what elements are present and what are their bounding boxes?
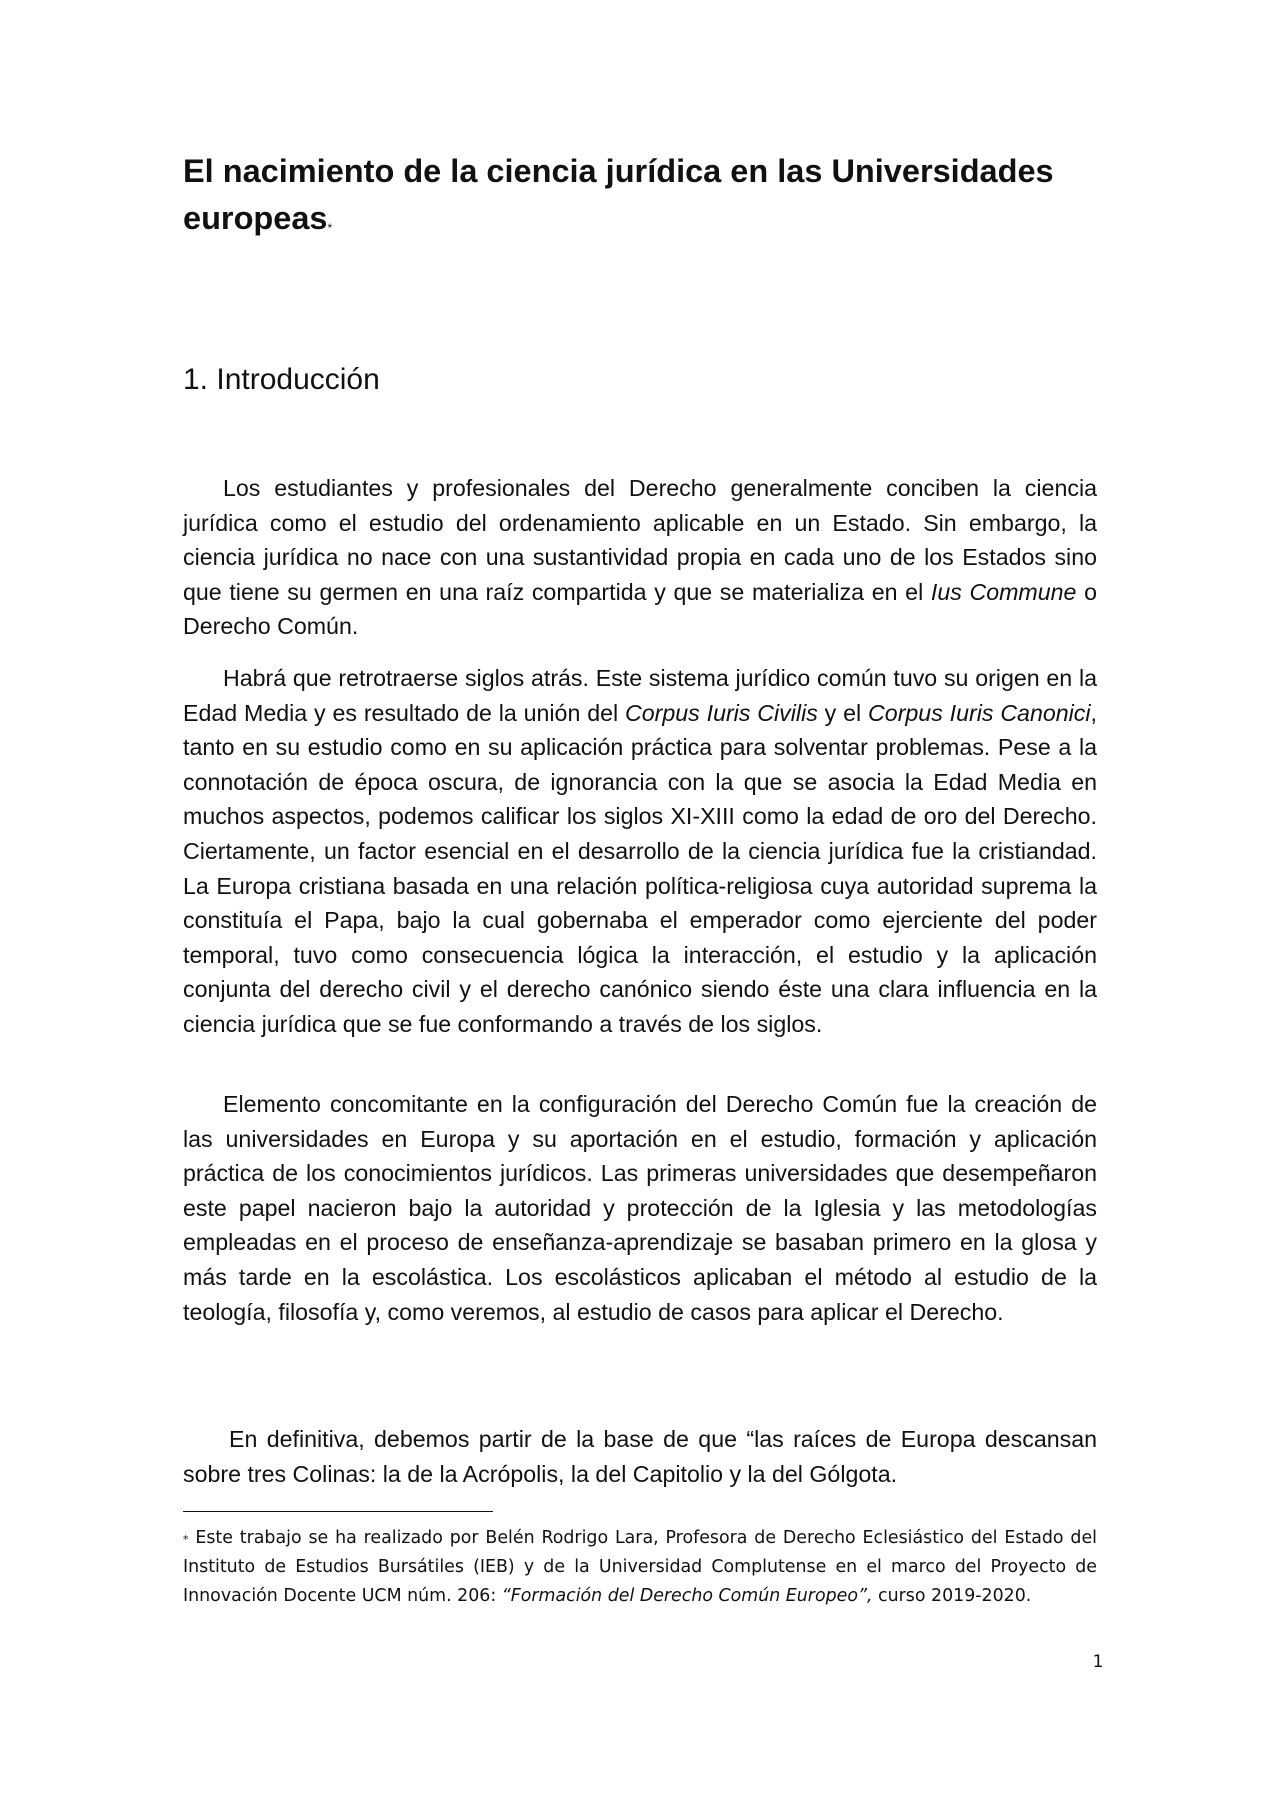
footnote-text-a: Este trabajo se ha realizado por Belén Rodrigo Lara, Profesora de Derecho Eclesiástico del Estado del Instituto de Estudios Bursátiles (IEB) y de la Universidad Complutense en el marco del Proyecto de Innovación Docente UCM núm. 206: [183, 1528, 1097, 1606]
paragraph-1 [183, 471, 1097, 644]
paragraph-2-italic-corpus-canonici: Corpus Iuris Canonici [868, 699, 1091, 726]
footnote-text-b: curso 2019-2020. [872, 1586, 1032, 1606]
footnote-separator [183, 1511, 493, 1512]
paragraph-3: Elemento concomitante en la configuración del Derecho Común fue la creación de las universidades en Europa y su aportación en el estudio, formación y aplicación práctica de los conocimientos jurídicos. Las primeras universidades que desempeñaron este papel nacieron bajo la autoridad y protección de la Iglesia y las metodologías empleadas en el proceso de enseñanza-aprendizaje se basaban primero en la glosa y más tarde en la escolástica. Los escolásticos aplicaban el método al estudio de la teología, filosofía y, como veremos, al estudio de casos para aplicar el Derecho. [183, 1091, 1097, 1325]
title-footnote-mark: * [327, 221, 333, 235]
paragraph-2 [183, 661, 1097, 1042]
paragraph-2-text-a: Habrá que retrotraerse siglos atrás. Este sistema jurídico común tuvo su origen en la Edad Media y es resultado de la unión del [183, 665, 1097, 726]
paragraph-1-italic-ius-commune: Ius Commune [930, 578, 1077, 605]
footnote-mark: * [183, 1533, 189, 1546]
footnote-italic-project-title: “Formación del Derecho Común Europeo”, [501, 1586, 873, 1606]
paragraph-1-text-b: o Derecho Común. [183, 578, 1097, 640]
paragraph-4: En definitiva, debemos partir de la base de que “las raíces de Europa descansan sobre tres Colinas: la de la Acrópolis, la del Capitolio y la del Gólgota. [183, 1426, 1097, 1487]
paragraph-1-text-a: Los estudiantes y profesionales del Derecho generalmente conciben la ciencia jurídica como el estudio del ordenamiento aplicable en un Estado. Sin embargo, la ciencia jurídica no nace con una sustantividad propia en cada uno de los Estados sino que tiene su germen en una raíz compartida y que se materializa en el [183, 475, 1097, 605]
paragraph-2-italic-corpus-civilis: Corpus Iuris Civilis [625, 699, 818, 726]
paragraph-2-text-c: , tanto en su estudio como en su aplicación práctica para solventar problemas. Pese a la connotación de época oscura, de ignorancia con la que se asocia la Edad Media en muchos aspectos, podemos calificar los siglos XI-XIII como la edad de oro del Derecho. Ciertamente, un factor esencial en el desarrollo de la ciencia jurídica fue la cristiandad. La Europa cristiana basada en una relación política-religiosa cuya autoridad suprema la constituía el Papa, bajo la cual gobernaba el emperador como ejerciente del poder temporal, tuvo como consecuencia lógica la interacción, el estudio y la aplicación conjunta del derecho civil y el derecho canónico siendo éste una clara influencia en la ciencia jurídica que se fue conformando a través de los siglos. [183, 699, 1097, 1037]
page-number: 1 [1092, 1652, 1104, 1672]
footnote [183, 1524, 1097, 1611]
paragraph-2-text-b: y el [817, 699, 869, 726]
document-title [183, 148, 1103, 242]
section-heading-introduccion: 1. Introducción [183, 363, 380, 396]
title-text: El nacimiento de la ciencia jurídica en las Universidades europeas [183, 153, 1054, 236]
